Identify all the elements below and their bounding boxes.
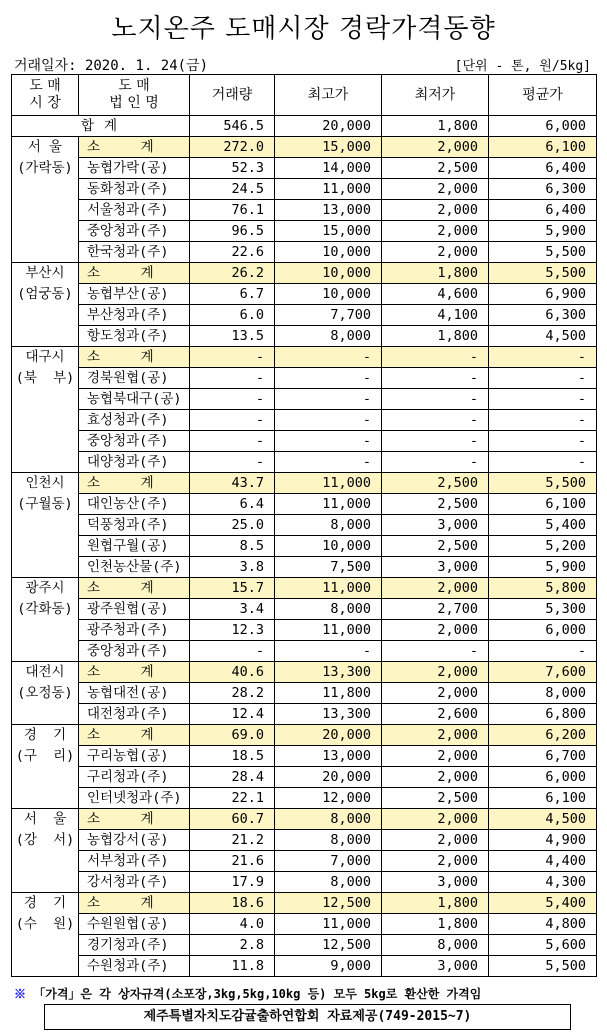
header-market-l1: 도 매: [29, 78, 61, 94]
table-row: [12, 620, 597, 641]
max-price-cell: 12,500: [275, 893, 382, 914]
table-row: [12, 179, 597, 200]
volume-cell: 22.1: [190, 788, 275, 809]
table-row: [12, 410, 597, 431]
max-price-cell: 15,000: [275, 221, 382, 242]
corp-name: 경북원협(공): [79, 368, 190, 389]
min-price-cell: 2,000: [382, 683, 489, 704]
market-cell: [12, 893, 79, 977]
volume-cell: 13.5: [190, 326, 275, 347]
min-price-cell: 2,000: [382, 851, 489, 872]
avg-price-cell: 6,800: [489, 704, 597, 725]
max-price-cell: 13,000: [275, 200, 382, 221]
market-name-line: 광주시: [25, 580, 65, 596]
min-price-cell: 2,000: [382, 200, 489, 221]
table-row: [12, 830, 597, 851]
max-price-cell: 14,000: [275, 158, 382, 179]
avg-price-cell: 7,600: [489, 662, 597, 683]
avg-price-cell: 5,900: [489, 221, 597, 242]
avg-price-cell: -: [489, 641, 597, 662]
corp-name: 부산청과(주): [79, 305, 190, 326]
volume-cell: 6.4: [190, 494, 275, 515]
corp-name: 수원원협(공): [79, 914, 190, 935]
avg-price-cell: 4,400: [489, 851, 597, 872]
table-row: [12, 389, 597, 410]
corp-name: 동화청과(주): [79, 179, 190, 200]
min-price-cell: 2,500: [382, 494, 489, 515]
corp-name: 원협구월(공): [79, 536, 190, 557]
avg-price-cell: 4,800: [489, 914, 597, 935]
table-row: [12, 851, 597, 872]
max-price-cell: 20,000: [275, 767, 382, 788]
volume-cell: 4.0: [190, 914, 275, 935]
header-avg-price: 평균가: [489, 75, 597, 116]
unit-label: [단위 - 톤, 원/5kg]: [454, 59, 591, 74]
market-name-line: 서 울: [27, 139, 63, 155]
max-price-cell: 11,000: [275, 620, 382, 641]
note-text: 「가격」은 각 상자규격(소포장,3kg,5kg,10kg 등) 모두 5kg로 환산한 가격임: [33, 987, 482, 1001]
table-row: [12, 515, 597, 536]
total-volume: 546.5: [190, 116, 275, 137]
total-label: 합 계: [12, 116, 190, 137]
table-row: [12, 914, 597, 935]
corp-name: 광주청과(주): [79, 620, 190, 641]
min-price-cell: 3,000: [382, 956, 489, 977]
volume-cell: 2.8: [190, 935, 275, 956]
volume-cell: -: [190, 368, 275, 389]
min-price-cell: 2,000: [382, 620, 489, 641]
min-price-cell: -: [382, 452, 489, 473]
avg-price-cell: 5,500: [489, 263, 597, 284]
footnote: [14, 985, 481, 1002]
market-name-line: (오정동): [17, 685, 73, 701]
max-price-cell: 13,000: [275, 746, 382, 767]
min-price-cell: 2,500: [382, 788, 489, 809]
corp-name: 대전청과(주): [79, 704, 190, 725]
market-name-line: (가락동): [17, 160, 73, 176]
table-row: [12, 704, 597, 725]
volume-cell: 18.6: [190, 893, 275, 914]
volume-cell: 28.4: [190, 767, 275, 788]
table-row: [12, 221, 597, 242]
avg-price-cell: 5,200: [489, 536, 597, 557]
max-price-cell: 8,000: [275, 830, 382, 851]
min-price-cell: -: [382, 347, 489, 368]
min-price-cell: 1,800: [382, 263, 489, 284]
total-avg: 6,000: [489, 116, 597, 137]
volume-cell: 96.5: [190, 221, 275, 242]
corp-name: 소 계: [79, 662, 190, 683]
market-name-line: (각화동): [17, 601, 73, 617]
corp-name: 농협대전(공): [79, 683, 190, 704]
min-price-cell: 4,100: [382, 305, 489, 326]
max-price-cell: 8,000: [275, 326, 382, 347]
subtotal-row: [12, 662, 597, 683]
corp-name: 서울청과(주): [79, 200, 190, 221]
avg-price-cell: -: [489, 368, 597, 389]
min-price-cell: 2,600: [382, 704, 489, 725]
avg-price-cell: 5,500: [489, 242, 597, 263]
max-price-cell: 12,000: [275, 788, 382, 809]
avg-price-cell: 8,000: [489, 683, 597, 704]
min-price-cell: 2,000: [382, 137, 489, 158]
total-max: 20,000: [275, 116, 382, 137]
corp-name: 대양청과(주): [79, 452, 190, 473]
volume-cell: 24.5: [190, 179, 275, 200]
max-price-cell: -: [275, 641, 382, 662]
source-credit: 제주특별자치도감귤출하연합회 자료제공(749-2015~7): [44, 1004, 571, 1030]
market-cell: [12, 662, 79, 725]
table-row: [12, 746, 597, 767]
corp-name: 농협부산(공): [79, 284, 190, 305]
min-price-cell: 2,000: [382, 725, 489, 746]
min-price-cell: -: [382, 389, 489, 410]
volume-cell: 17.9: [190, 872, 275, 893]
header-min-price: 최저가: [382, 75, 489, 116]
market-name-line: (강 서): [15, 832, 75, 848]
max-price-cell: 11,000: [275, 473, 382, 494]
min-price-cell: 2,000: [382, 830, 489, 851]
max-price-cell: 13,300: [275, 704, 382, 725]
volume-cell: 18.5: [190, 746, 275, 767]
avg-price-cell: 5,300: [489, 599, 597, 620]
volume-cell: 3.4: [190, 599, 275, 620]
volume-cell: -: [190, 347, 275, 368]
table-row: [12, 788, 597, 809]
market-name-line: 경 기: [23, 727, 67, 743]
avg-price-cell: -: [489, 347, 597, 368]
max-price-cell: -: [275, 452, 382, 473]
min-price-cell: -: [382, 431, 489, 452]
avg-price-cell: 5,900: [489, 557, 597, 578]
max-price-cell: 11,000: [275, 179, 382, 200]
market-cell: [12, 473, 79, 578]
max-price-cell: 8,000: [275, 515, 382, 536]
volume-cell: 6.0: [190, 305, 275, 326]
max-price-cell: 15,000: [275, 137, 382, 158]
avg-price-cell: 4,500: [489, 809, 597, 830]
subtotal-row: [12, 578, 597, 599]
avg-price-cell: 6,200: [489, 725, 597, 746]
min-price-cell: 4,600: [382, 284, 489, 305]
max-price-cell: -: [275, 368, 382, 389]
min-price-cell: -: [382, 368, 489, 389]
min-price-cell: -: [382, 641, 489, 662]
market-name-line: 대전시: [25, 664, 65, 680]
volume-cell: 22.6: [190, 242, 275, 263]
market-cell: [12, 725, 79, 809]
volume-cell: 15.7: [190, 578, 275, 599]
table-row: [12, 305, 597, 326]
volume-cell: -: [190, 452, 275, 473]
market-name-line: 경 기: [23, 895, 67, 911]
market-name-line: (엄궁동): [17, 286, 73, 302]
subtotal-row: [12, 473, 597, 494]
subtotal-row: [12, 347, 597, 368]
max-price-cell: 13,300: [275, 662, 382, 683]
corp-name: 중앙청과(주): [79, 221, 190, 242]
min-price-cell: 3,000: [382, 515, 489, 536]
volume-cell: 25.0: [190, 515, 275, 536]
volume-cell: 12.3: [190, 620, 275, 641]
subtotal-row: [12, 893, 597, 914]
corp-name: 농협강서(공): [79, 830, 190, 851]
market-cell: [12, 137, 79, 263]
market-name-line: 서 울: [23, 811, 67, 827]
subtotal-row: [12, 809, 597, 830]
header-max-price: 최고가: [275, 75, 382, 116]
avg-price-cell: 6,400: [489, 200, 597, 221]
corp-name: 농협북대구(공): [79, 389, 190, 410]
max-price-cell: -: [275, 431, 382, 452]
corp-name: 소 계: [79, 893, 190, 914]
corp-name: 농협가락(공): [79, 158, 190, 179]
max-price-cell: 11,000: [275, 914, 382, 935]
min-price-cell: 2,500: [382, 158, 489, 179]
min-price-cell: 2,000: [382, 662, 489, 683]
corp-name: 인터넷청과(주): [79, 788, 190, 809]
max-price-cell: 8,000: [275, 872, 382, 893]
avg-price-cell: 5,600: [489, 935, 597, 956]
header-corp-l1: 도 매: [118, 78, 150, 94]
min-price-cell: 2,000: [382, 767, 489, 788]
corp-name: 소 계: [79, 578, 190, 599]
max-price-cell: 10,000: [275, 263, 382, 284]
avg-price-cell: 4,500: [489, 326, 597, 347]
avg-price-cell: 6,300: [489, 179, 597, 200]
market-cell: [12, 809, 79, 893]
market-name-line: 부산시: [25, 265, 65, 281]
max-price-cell: 11,800: [275, 683, 382, 704]
table-row: [12, 872, 597, 893]
avg-price-cell: 6,900: [489, 284, 597, 305]
table-header-row: [12, 75, 597, 116]
min-price-cell: 1,800: [382, 893, 489, 914]
avg-price-cell: -: [489, 389, 597, 410]
max-price-cell: -: [275, 389, 382, 410]
trade-date: 거래일자: 2020. 1. 24(금): [14, 58, 209, 74]
avg-price-cell: 6,100: [489, 788, 597, 809]
volume-cell: 40.6: [190, 662, 275, 683]
subtotal-row: [12, 263, 597, 284]
corp-name: 소 계: [79, 263, 190, 284]
volume-cell: 21.6: [190, 851, 275, 872]
table-row: [12, 494, 597, 515]
volume-cell: -: [190, 389, 275, 410]
table-row: [12, 683, 597, 704]
market-name-line: (북 부): [15, 370, 75, 386]
avg-price-cell: -: [489, 452, 597, 473]
avg-price-cell: 6,700: [489, 746, 597, 767]
corp-name: 덕풍청과(주): [79, 515, 190, 536]
header-market-l2: 시 장: [29, 95, 61, 111]
header-volume: 거래량: [190, 75, 275, 116]
subtotal-row: [12, 137, 597, 158]
min-price-cell: 3,000: [382, 557, 489, 578]
market-cell: [12, 347, 79, 473]
avg-price-cell: 4,900: [489, 830, 597, 851]
corp-name: 인천농산물(주): [79, 557, 190, 578]
avg-price-cell: 6,100: [489, 137, 597, 158]
min-price-cell: 2,000: [382, 221, 489, 242]
min-price-cell: 2,000: [382, 578, 489, 599]
volume-cell: 21.2: [190, 830, 275, 851]
corp-name: 한국청과(주): [79, 242, 190, 263]
volume-cell: 76.1: [190, 200, 275, 221]
market-name-line: (수 원): [15, 916, 75, 932]
min-price-cell: 8,000: [382, 935, 489, 956]
corp-name: 구리농협(공): [79, 746, 190, 767]
volume-cell: 43.7: [190, 473, 275, 494]
corp-name: 소 계: [79, 473, 190, 494]
table-row: [12, 641, 597, 662]
volume-cell: 6.7: [190, 284, 275, 305]
table-body: [12, 116, 597, 977]
max-price-cell: 8,000: [275, 809, 382, 830]
table-row: [12, 956, 597, 977]
market-name-line: 대구시: [25, 349, 65, 365]
volume-cell: 26.2: [190, 263, 275, 284]
min-price-cell: 1,800: [382, 914, 489, 935]
min-price-cell: 2,000: [382, 242, 489, 263]
corp-name: 광주원협(공): [79, 599, 190, 620]
header-corp: [79, 75, 190, 116]
min-price-cell: -: [382, 410, 489, 431]
page-title: 노지온주 도매시장 경락가격동향: [111, 14, 496, 44]
note-mark: ※: [14, 987, 27, 1001]
max-price-cell: 7,000: [275, 851, 382, 872]
corp-name: 효성청과(주): [79, 410, 190, 431]
max-price-cell: 10,000: [275, 284, 382, 305]
max-price-cell: 9,000: [275, 956, 382, 977]
min-price-cell: 2,000: [382, 809, 489, 830]
table-row: [12, 557, 597, 578]
header-market: [12, 75, 79, 116]
corp-name: 경기청과(주): [79, 935, 190, 956]
market-name-line: 인천시: [25, 475, 65, 491]
corp-name: 구리청과(주): [79, 767, 190, 788]
max-price-cell: 12,500: [275, 935, 382, 956]
market-cell: [12, 263, 79, 347]
max-price-cell: 10,000: [275, 242, 382, 263]
table-row: [12, 158, 597, 179]
table-row: [12, 326, 597, 347]
volume-cell: 3.8: [190, 557, 275, 578]
table-row: [12, 284, 597, 305]
max-price-cell: 7,500: [275, 557, 382, 578]
avg-price-cell: 6,400: [489, 158, 597, 179]
corp-name: 소 계: [79, 809, 190, 830]
max-price-cell: -: [275, 347, 382, 368]
table-row: [12, 599, 597, 620]
avg-price-cell: 4,300: [489, 872, 597, 893]
avg-price-cell: -: [489, 410, 597, 431]
volume-cell: -: [190, 641, 275, 662]
corp-name: 소 계: [79, 137, 190, 158]
volume-cell: 28.2: [190, 683, 275, 704]
market-cell: [12, 578, 79, 662]
min-price-cell: 2,000: [382, 746, 489, 767]
table-row: [12, 368, 597, 389]
table-row: [12, 536, 597, 557]
corp-name: 대인농산(주): [79, 494, 190, 515]
header-corp-l2: 법 인 명: [109, 95, 159, 111]
corp-name: 중앙청과(주): [79, 431, 190, 452]
table-row: [12, 200, 597, 221]
min-price-cell: 2,500: [382, 473, 489, 494]
corp-name: 중앙청과(주): [79, 641, 190, 662]
avg-price-cell: 6,300: [489, 305, 597, 326]
price-table: [11, 74, 597, 977]
volume-cell: 8.5: [190, 536, 275, 557]
volume-cell: -: [190, 410, 275, 431]
subtotal-row: [12, 725, 597, 746]
avg-price-cell: 6,000: [489, 620, 597, 641]
corp-name: 강서청과(주): [79, 872, 190, 893]
avg-price-cell: 5,800: [489, 578, 597, 599]
market-name-line: (구월동): [17, 496, 73, 512]
max-price-cell: -: [275, 410, 382, 431]
table-row: [12, 431, 597, 452]
min-price-cell: 1,800: [382, 326, 489, 347]
avg-price-cell: 5,400: [489, 515, 597, 536]
corp-name: 소 계: [79, 347, 190, 368]
min-price-cell: 2,000: [382, 179, 489, 200]
max-price-cell: 11,000: [275, 494, 382, 515]
volume-cell: -: [190, 431, 275, 452]
market-name-line: (구 리): [15, 748, 75, 764]
avg-price-cell: 6,100: [489, 494, 597, 515]
avg-price-cell: 5,400: [489, 893, 597, 914]
corp-name: 서부청과(주): [79, 851, 190, 872]
max-price-cell: 10,000: [275, 536, 382, 557]
table-row: [12, 242, 597, 263]
total-row: [12, 116, 597, 137]
min-price-cell: 2,500: [382, 536, 489, 557]
corp-name: 수원청과(주): [79, 956, 190, 977]
volume-cell: 272.0: [190, 137, 275, 158]
max-price-cell: 8,000: [275, 599, 382, 620]
min-price-cell: 3,000: [382, 872, 489, 893]
corp-name: 소 계: [79, 725, 190, 746]
corp-name: 항도청과(주): [79, 326, 190, 347]
volume-cell: 69.0: [190, 725, 275, 746]
total-min: 1,800: [382, 116, 489, 137]
min-price-cell: 2,700: [382, 599, 489, 620]
max-price-cell: 7,700: [275, 305, 382, 326]
volume-cell: 12.4: [190, 704, 275, 725]
volume-cell: 52.3: [190, 158, 275, 179]
avg-price-cell: 5,500: [489, 956, 597, 977]
max-price-cell: 11,000: [275, 578, 382, 599]
avg-price-cell: -: [489, 431, 597, 452]
table-row: [12, 452, 597, 473]
avg-price-cell: 5,500: [489, 473, 597, 494]
table-row: [12, 767, 597, 788]
table-row: [12, 935, 597, 956]
max-price-cell: 20,000: [275, 725, 382, 746]
avg-price-cell: 6,000: [489, 767, 597, 788]
volume-cell: 60.7: [190, 809, 275, 830]
volume-cell: 11.8: [190, 956, 275, 977]
